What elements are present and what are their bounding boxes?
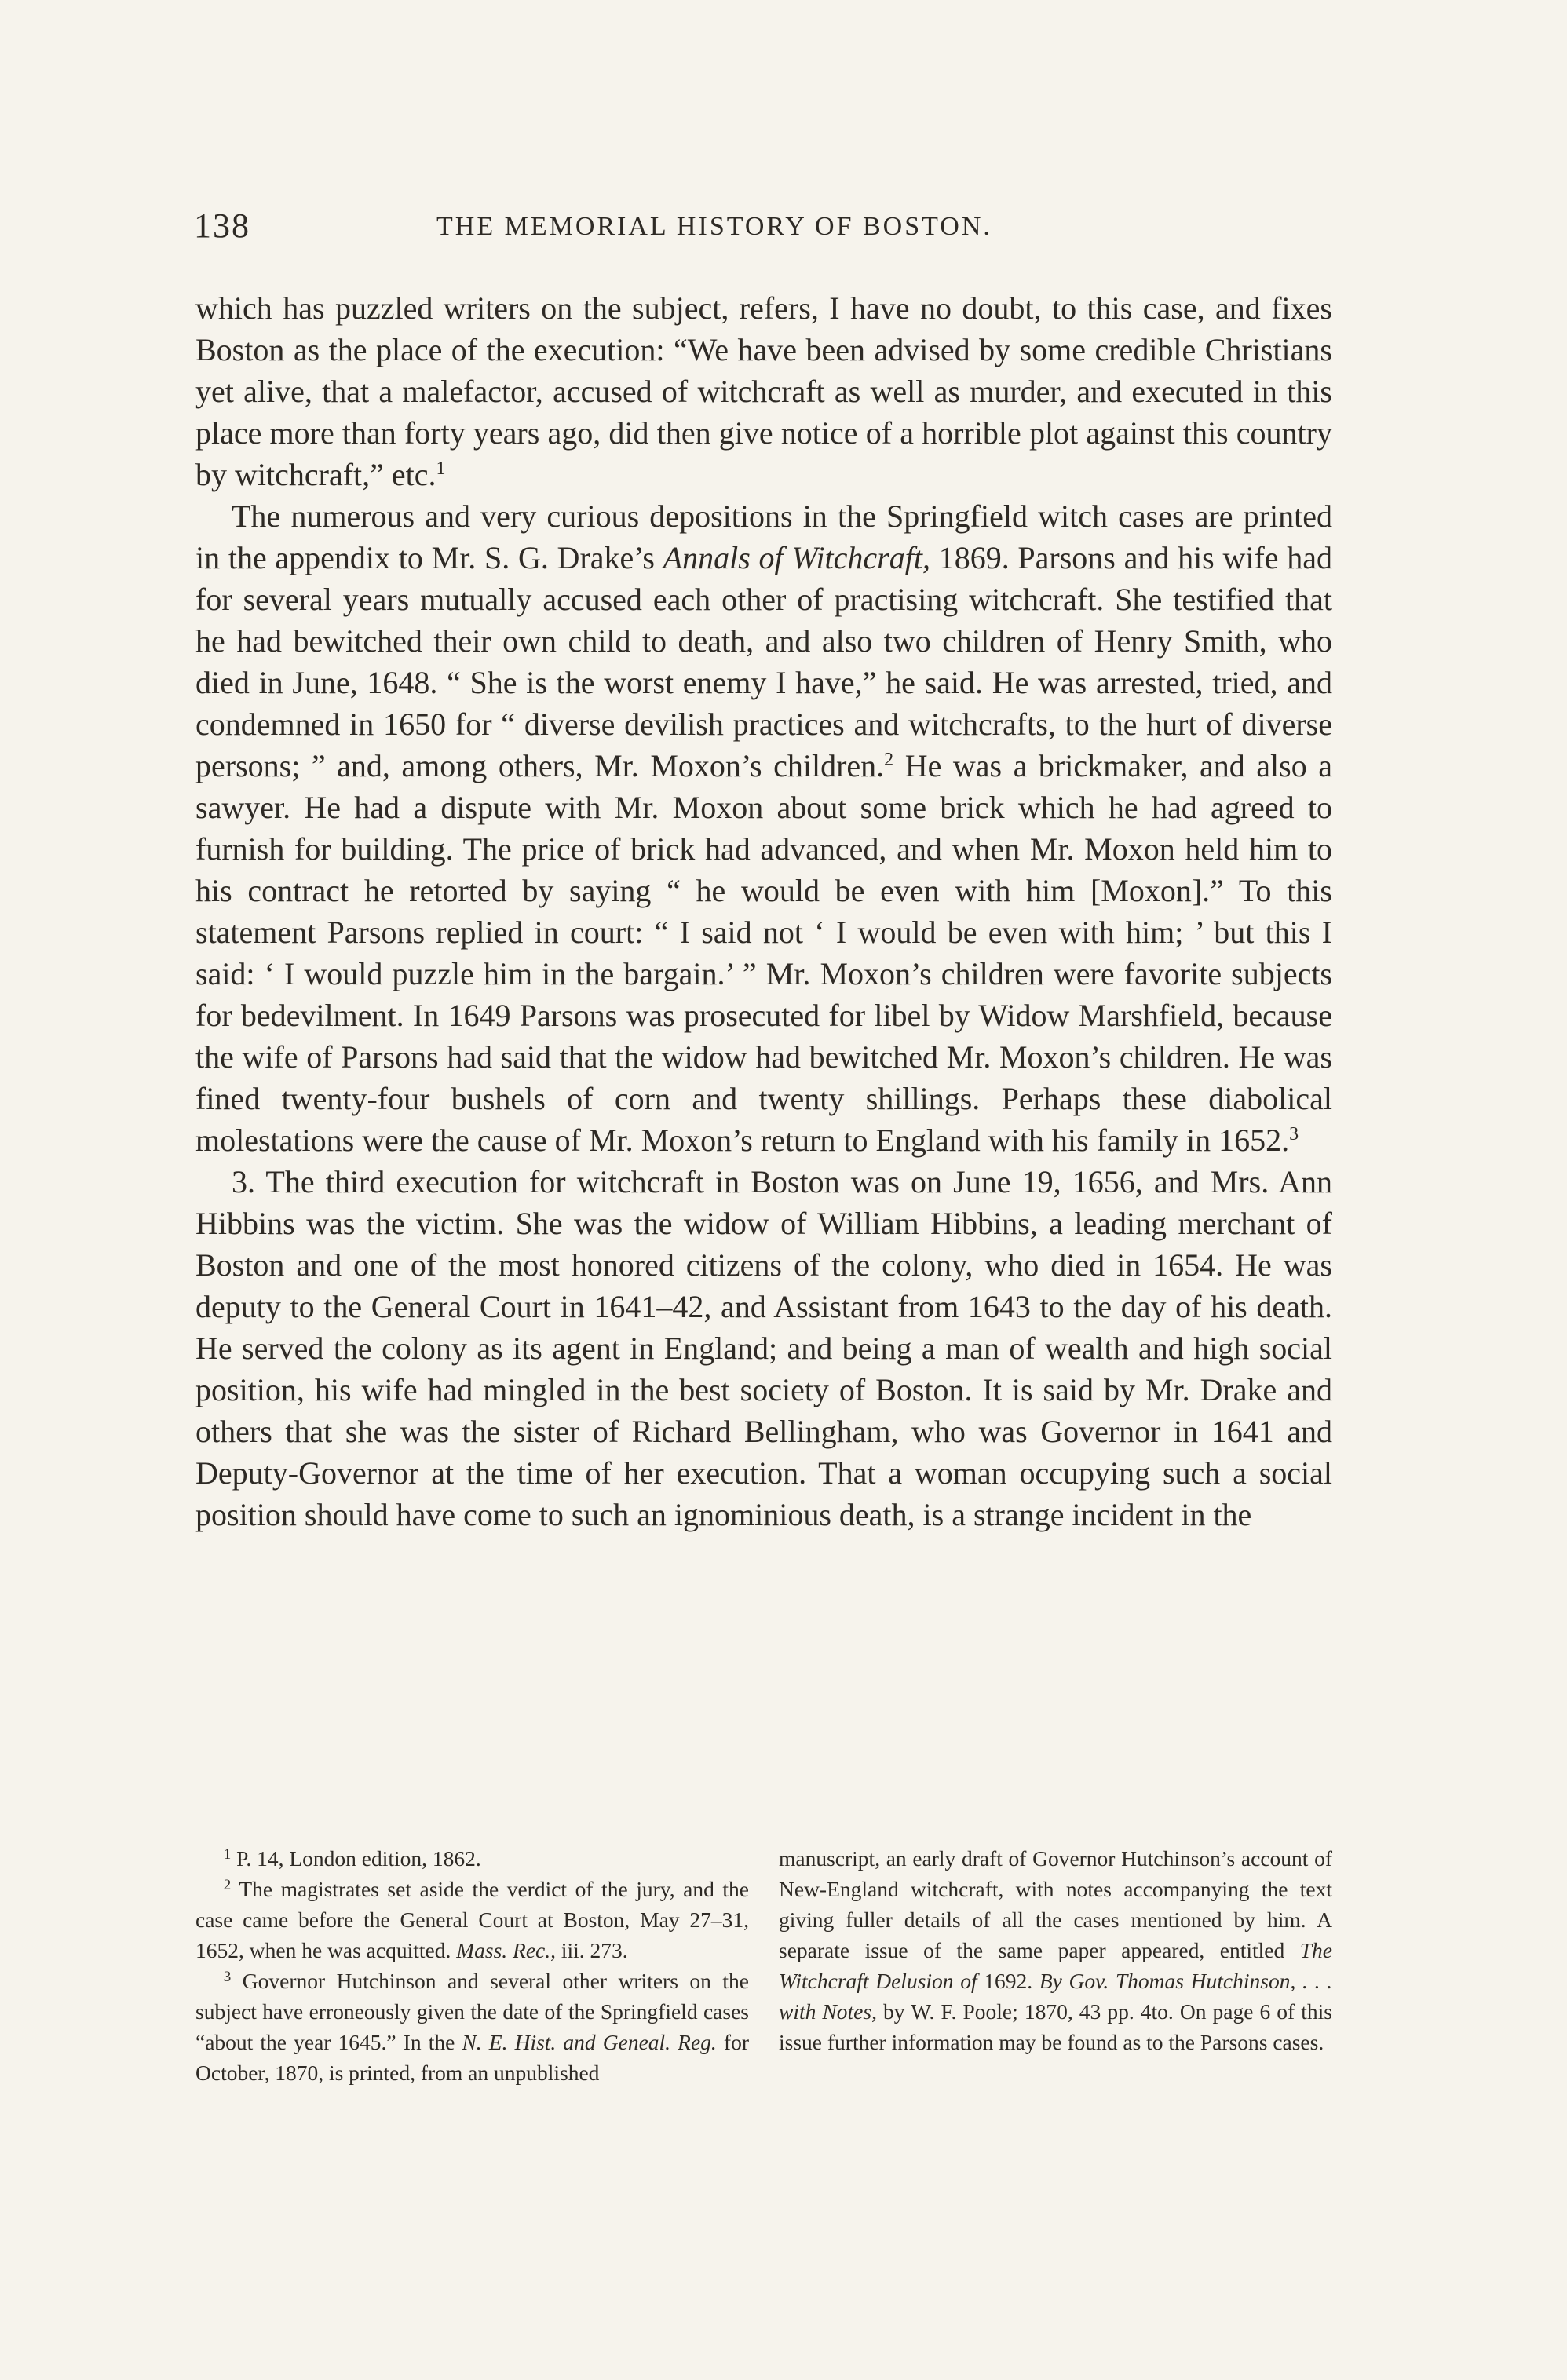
page-number: 138: [194, 206, 250, 245]
footnotes-right-column: [779, 1843, 1332, 2088]
footnote-3-continued: [779, 1843, 1332, 2057]
paragraph-2-text-b: 1869. Parsons and his wife had for several years mutually accused each other of practising witchcraft. She testified that he had bewitched their own child to death, and also two children of Henry Smith, who died in June, 1648. “ She is the worst enemy I have,” he said. He was arrested, tried, and condemned in 1650 for “ diverse devilish practices and witchcrafts, to the hurt of diverse persons; ” and, among others, Mr. Moxon’s children.: [195, 540, 1333, 783]
footnote-3-text-a: Governor Hutchinson and several other writers on the subject have erroneously given the date of the Springfield cases “about the year 1645.” In the: [195, 1969, 750, 2054]
paragraph-3: 3. The third execution for witchcraft in Boston was on June 19, 1656, and Mrs. Ann Hibbins was the victim. She was the widow of William Hibbins, a leading merchant of Boston and one of the most honored citizens of the colony, who died in 1654. He was deputy to the General Court in 1641–42, and Assistant from 1643 to the day of his death. He served the colony as its agent in England; and being a man of wealth and high social position, his wife had mingled in the best society of Boston. It is said by Mr. Drake and others that she was the sister of Richard Bellingham, who was Governor in 1641 and Deputy-Governor at the time of her execution. That a woman occupying such a social position should have come to such an ignominious death, is a strange incident in the: [195, 1164, 1332, 1532]
footnote-3: [195, 1966, 749, 2088]
paragraph-2-text-c: He was a brickmaker, and also a sawyer. He had a dispute with Mr. Moxon about some brick which he had agreed to furnish for building. The price of brick had advanced, and when Mr. Moxon held him to his contract he retorted by saying “ he would be even with him [Moxon].” To this statement Parsons replied in court: “ I said not ‘ I would be even with him; ’ but this I said: ‘ I would puzzle him in the bargain.’ ” Mr. Moxon’s children were favorite subjects for bedevilment. In 1649 Parsons was prosecuted for libel by Widow Marshfield, because the wife of Parsons had said that the widow had bewitched Mr. Moxon’s children. He was fined twenty-four bushels of corn and twenty shillings. Perhaps these diabolical molestations were the cause of Mr. Moxon’s return to England with his family in 1652.: [195, 748, 1332, 1158]
footnote-3-citation: N. E. Hist. and Geneal. Reg.: [462, 2030, 717, 2054]
footnote-3-text-d: 1692.: [977, 1969, 1039, 1993]
running-title: THE MEMORIAL HISTORY OF BOSTON.: [436, 212, 992, 241]
footnote-ref-1: 1: [436, 458, 446, 479]
footnote-2-text: The magistrates set aside the verdict of the jury, and the case came before the General Court at Boston, May 27–31, 1652, when he was acquitted.: [195, 1877, 749, 1962]
footnote-1-number: 1: [223, 1846, 232, 1863]
paragraph-2-text-a: The numerous and very curious depositions in the Springfield witch cases are printed in the appendix to Mr. S. G. Drake’s: [195, 498, 1332, 575]
footnote-3-book-title: The Witchcraft Delusion of: [779, 1938, 1332, 1993]
footnotes: [195, 1843, 1332, 2088]
footnote-3-text-b: for October, 1870, is printed, from an unpublished: [195, 2030, 749, 2085]
footnote-ref-3: 3: [1289, 1124, 1299, 1144]
footnotes-left-column: [195, 1843, 749, 2088]
footnote-2-after: iii. 273.: [555, 1938, 628, 1962]
footnote-1-text: P. 14, London edition, 1862.: [236, 1846, 481, 1871]
book-title-annals: Annals of Witchcraft,: [663, 540, 930, 575]
footnote-3-text-c: manuscript, an early draft of Governor Hutchinson’s account of New-England witchcraft, with notes accompanying the text giving fuller details of all the cases mentioned by him. A separate issue of the same paper appeared, entitled: [779, 1846, 1332, 1962]
footnote-1: [195, 1843, 749, 1874]
footnote-ref-2: 2: [884, 750, 894, 770]
footnote-2-citation: Mass. Rec.,: [456, 1938, 556, 1962]
paragraph-2: [195, 495, 1332, 1161]
footnote-3-text-e: by W. F. Poole; 1870, 43 pp. 4to. On page 6 of this issue further information may be found as to the Parsons cases.: [779, 1999, 1332, 2054]
paragraph-1-text: which has puzzled writers on the subject, refers, I have no doubt, to this case, and fixes Boston as the place of the execution: “We have been advised by some credible Christians yet alive, that a malefactor, accused of witchcraft as well as murder, and executed in this place more than forty years ago, did then give notice of a horrible plot against this country by witchcraft,” etc.: [195, 290, 1332, 492]
body-text: [195, 287, 1332, 1535]
paragraph-1: [195, 287, 1332, 495]
footnote-3-author: By Gov. Thomas Hutchinson, . . . with Notes,: [779, 1969, 1332, 2024]
footnote-3-number: 3: [223, 1969, 232, 1985]
footnote-2-number: 2: [223, 1877, 232, 1893]
footnote-2: [195, 1874, 749, 1966]
